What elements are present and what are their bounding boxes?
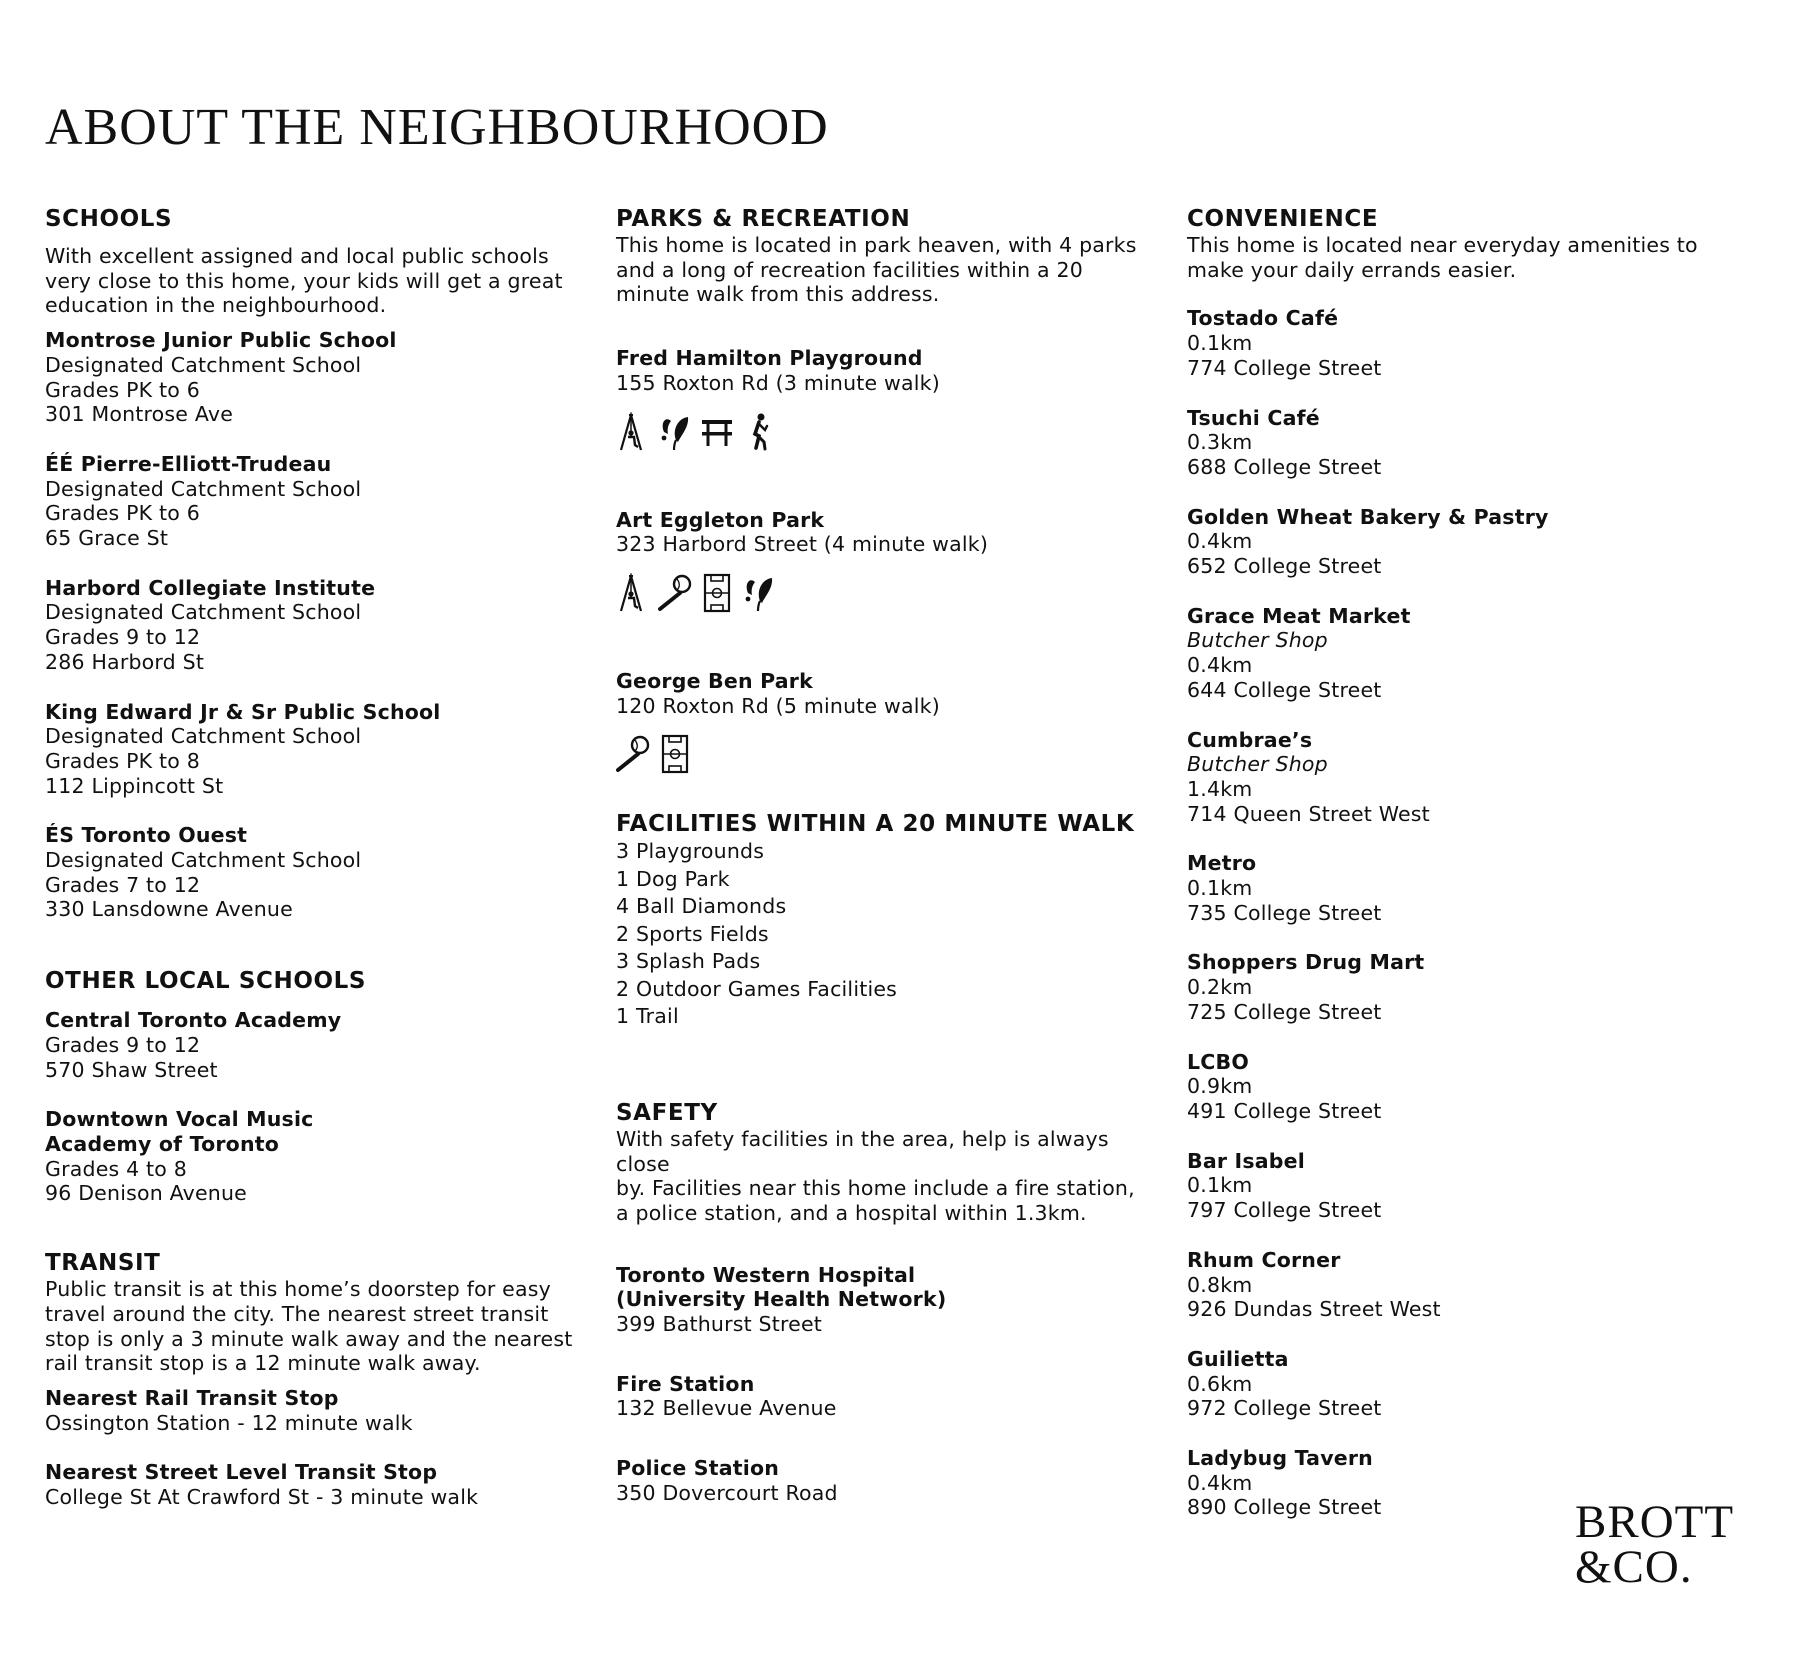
school-address: 96 Denison Avenue [45, 1181, 247, 1206]
convenience-heading: CONVENIENCE [1187, 206, 1379, 232]
baseball-icon [658, 573, 692, 613]
intro-line: stop is only a 3 minute walk away and the nearest [45, 1326, 573, 1351]
safety-list [616, 1263, 1156, 1506]
splash-pad-icon [742, 573, 776, 613]
place-distance: 0.2km [1187, 975, 1253, 1000]
place-distance: 0.6km [1187, 1371, 1253, 1396]
school-name: Downtown Vocal Music [45, 1107, 314, 1132]
place-distance: 0.4km [1187, 1470, 1253, 1495]
safety-item [616, 1372, 1156, 1421]
school-address: 570 Shaw Street [45, 1057, 218, 1082]
park-amenity-icons [616, 571, 1156, 613]
place-distance: 0.1km [1187, 331, 1253, 356]
column-convenience [1187, 205, 1727, 1520]
school-item [45, 823, 585, 922]
logo-line: &CO. [1575, 1541, 1693, 1593]
park-item [616, 346, 1156, 451]
parks-intro [616, 233, 1156, 307]
safety-item [616, 1456, 1156, 1505]
facility-item: 1 Dog Park [616, 866, 730, 891]
convenience-intro [1187, 233, 1727, 282]
schools-intro [45, 244, 585, 318]
facility-item: 2 Outdoor Games Facilities [616, 976, 898, 1001]
place-address: 890 College Street [1187, 1495, 1382, 1520]
safety-section [616, 1099, 1156, 1506]
place-distance: 0.4km [1187, 653, 1253, 678]
transit-section [45, 1249, 585, 1510]
place-name: Tsuchi Café [1187, 405, 1320, 430]
school-type: Designated Catchment School [45, 848, 362, 873]
transit-list [45, 1386, 585, 1510]
convenience-list [1187, 306, 1727, 1520]
school-item [45, 576, 585, 675]
trail-walker-icon [742, 412, 776, 452]
intro-line: and a long of recreation facilities within a 20 [616, 257, 1083, 282]
park-item [616, 508, 1156, 613]
school-item [45, 328, 585, 427]
convenience-item [1187, 728, 1727, 827]
place-name: Cumbrae’s [1187, 727, 1313, 752]
page-title: ABOUT THE NEIGHBOURHOOD [45, 99, 829, 156]
school-type: Designated Catchment School [45, 600, 362, 625]
school-grades: Grades 4 to 8 [45, 1156, 187, 1181]
playground-swing-icon [616, 412, 650, 452]
intro-line: travel around the city. The nearest street transit [45, 1301, 549, 1326]
convenience-item [1187, 851, 1727, 925]
park-name: Fred Hamilton Playground [616, 346, 923, 371]
transit-intro [45, 1277, 585, 1376]
intro-line: This home is located near everyday amenities to [1187, 233, 1698, 257]
place-name: Guilietta [1187, 1346, 1289, 1371]
place-address: 688 College Street [1187, 454, 1382, 479]
school-item [45, 452, 585, 551]
column-parks-safety [616, 205, 1156, 1506]
intro-line: rail transit stop is a 12 minute walk away. [45, 1351, 481, 1376]
intro-line: by. Facilities near this home include a fire station, [616, 1176, 1135, 1201]
intro-line: With excellent assigned and local public schools [45, 244, 549, 268]
parks-heading: PARKS & RECREATION [616, 206, 911, 232]
safety-facility-name: Toronto Western Hospital [616, 1262, 916, 1287]
place-distance: 0.1km [1187, 876, 1253, 901]
picnic-table-icon [700, 412, 734, 452]
transit-item [45, 1460, 585, 1509]
place-name: Metro [1187, 851, 1257, 876]
intro-line: a police station, and a hospital within 1.3km. [616, 1200, 1087, 1225]
place-name: Ladybug Tavern [1187, 1446, 1373, 1471]
school-grades: Grades 9 to 12 [45, 1032, 201, 1057]
school-type: Designated Catchment School [45, 724, 362, 749]
place-address: 652 College Street [1187, 554, 1382, 579]
column-schools-transit [45, 205, 585, 1510]
other-school-item [45, 1008, 585, 1082]
place-address: 725 College Street [1187, 999, 1382, 1024]
place-name: Golden Wheat Bakery & Pastry [1187, 504, 1549, 529]
facility-item: 4 Ball Diamonds [616, 894, 787, 919]
school-address: 301 Montrose Ave [45, 402, 234, 427]
convenience-item [1187, 1347, 1727, 1421]
facilities-section [616, 810, 1156, 1031]
convenience-item [1187, 306, 1727, 380]
intro-line: make your daily errands easier. [1187, 257, 1517, 282]
school-name: ÉÉ Pierre-Elliott-Trudeau [45, 451, 332, 476]
facility-item: 1 Trail [616, 1004, 679, 1029]
safety-facility-name: (University Health Network) [616, 1287, 947, 1312]
place-name: Tostado Café [1187, 306, 1339, 331]
place-address: 926 Dundas Street West [1187, 1297, 1441, 1322]
park-name: George Ben Park [616, 668, 813, 693]
safety-item [616, 1263, 1156, 1337]
school-name: Montrose Junior Public School [45, 328, 397, 353]
place-name: Grace Meat Market [1187, 603, 1411, 628]
brott-co-logo [1575, 1496, 1735, 1593]
facilities-heading: FACILITIES WITHIN A 20 MINUTE WALK [616, 811, 1135, 838]
facilities-list [616, 838, 1156, 1031]
safety-heading: SAFETY [616, 1099, 718, 1126]
safety-intro [616, 1127, 1156, 1226]
place-address: 797 College Street [1187, 1198, 1382, 1223]
convenience-item [1187, 604, 1727, 703]
sports-field-icon [700, 573, 734, 613]
transit-item [45, 1386, 585, 1435]
transit-stop-name: Nearest Rail Transit Stop [45, 1385, 339, 1410]
other-schools-section [45, 967, 585, 1206]
place-name: Shoppers Drug Mart [1187, 950, 1425, 975]
school-grades: Grades PK to 8 [45, 748, 200, 773]
intro-line: minute walk from this address. [616, 282, 940, 307]
convenience-item [1187, 1050, 1727, 1124]
place-address: 735 College Street [1187, 900, 1382, 925]
facility-item: 3 Playgrounds [616, 839, 765, 864]
school-address: 286 Harbord St [45, 649, 205, 674]
park-amenity-icons [616, 732, 1156, 774]
other-schools-heading: OTHER LOCAL SCHOOLS [45, 968, 367, 995]
place-distance: 1.4km [1187, 776, 1253, 801]
school-type: Designated Catchment School [45, 352, 362, 377]
park-address: 120 Roxton Rd (5 minute walk) [616, 693, 940, 718]
school-name: Academy of Toronto [45, 1131, 280, 1156]
place-address: 774 College Street [1187, 355, 1382, 380]
other-schools-list [45, 1008, 585, 1206]
school-grades: Grades 9 to 12 [45, 625, 201, 650]
convenience-item [1187, 505, 1727, 579]
other-school-item [45, 1107, 585, 1206]
school-grades: Grades PK to 6 [45, 377, 200, 402]
schools-list [45, 328, 585, 922]
convenience-item [1187, 1248, 1727, 1322]
convenience-item [1187, 950, 1727, 1024]
convenience-item [1187, 1149, 1727, 1223]
park-address: 155 Roxton Rd (3 minute walk) [616, 370, 940, 395]
place-distance: 0.9km [1187, 1074, 1253, 1099]
place-address: 972 College Street [1187, 1396, 1382, 1421]
place-address: 644 College Street [1187, 677, 1382, 702]
place-distance: 0.8km [1187, 1272, 1253, 1297]
place-address: 491 College Street [1187, 1098, 1382, 1123]
facility-item: 3 Splash Pads [616, 949, 761, 974]
park-address: 323 Harbord Street (4 minute walk) [616, 532, 989, 557]
school-item [45, 700, 585, 799]
school-grades: Grades PK to 6 [45, 501, 200, 526]
convenience-section [1187, 205, 1727, 1520]
intro-line: very close to this home, your kids will get a great [45, 268, 563, 293]
safety-facility-address: 399 Bathurst Street [616, 1312, 823, 1337]
place-address: 714 Queen Street West [1187, 801, 1430, 826]
safety-facility-address: 132 Bellevue Avenue [616, 1396, 837, 1421]
park-amenity-icons [616, 410, 1156, 452]
intro-line: Public transit is at this home’s doorstep for easy [45, 1277, 551, 1302]
school-address: 65 Grace St [45, 526, 169, 551]
splash-pad-icon [658, 412, 692, 452]
intro-line: With safety facilities in the area, help is always close [616, 1126, 1109, 1176]
school-name: Central Toronto Academy [45, 1008, 342, 1033]
place-name: Bar Isabel [1187, 1148, 1305, 1173]
transit-stop-detail: College St At Crawford St - 3 minute walk [45, 1485, 479, 1510]
transit-stop-name: Nearest Street Level Transit Stop [45, 1460, 438, 1485]
schools-heading: SCHOOLS [45, 206, 173, 232]
safety-facility-name: Police Station [616, 1456, 780, 1481]
school-name: Harbord Collegiate Institute [45, 575, 376, 600]
schools-section [45, 205, 585, 922]
facility-item: 2 Sports Fields [616, 921, 769, 946]
place-distance: 0.3km [1187, 430, 1253, 455]
sports-field-icon [658, 734, 692, 774]
park-item [616, 669, 1156, 774]
intro-line: education in the neighbourhood. [45, 293, 387, 318]
place-distance: 0.1km [1187, 1173, 1253, 1198]
parks-section [616, 205, 1156, 774]
school-address: 112 Lippincott St [45, 773, 224, 798]
convenience-item [1187, 406, 1727, 480]
safety-facility-address: 350 Dovercourt Road [616, 1480, 838, 1505]
place-type: Butcher Shop [1187, 628, 1328, 653]
place-name: LCBO [1187, 1049, 1249, 1074]
school-name: King Edward Jr & Sr Public School [45, 699, 441, 724]
school-address: 330 Lansdowne Avenue [45, 897, 293, 922]
school-type: Designated Catchment School [45, 476, 362, 501]
parks-list [616, 346, 1156, 774]
logo-line: BROTT [1575, 1496, 1735, 1548]
place-name: Rhum Corner [1187, 1247, 1341, 1272]
playground-swing-icon [616, 573, 650, 613]
safety-facility-name: Fire Station [616, 1371, 755, 1396]
intro-line: This home is located in park heaven, with 4 parks [616, 233, 1137, 257]
transit-heading: TRANSIT [45, 1250, 161, 1277]
school-grades: Grades 7 to 12 [45, 872, 201, 897]
place-type: Butcher Shop [1187, 752, 1328, 777]
school-name: ÉS Toronto Ouest [45, 823, 248, 848]
baseball-icon [616, 734, 650, 774]
transit-stop-detail: Ossington Station - 12 minute walk [45, 1410, 413, 1435]
place-distance: 0.4km [1187, 529, 1253, 554]
park-name: Art Eggleton Park [616, 507, 825, 532]
